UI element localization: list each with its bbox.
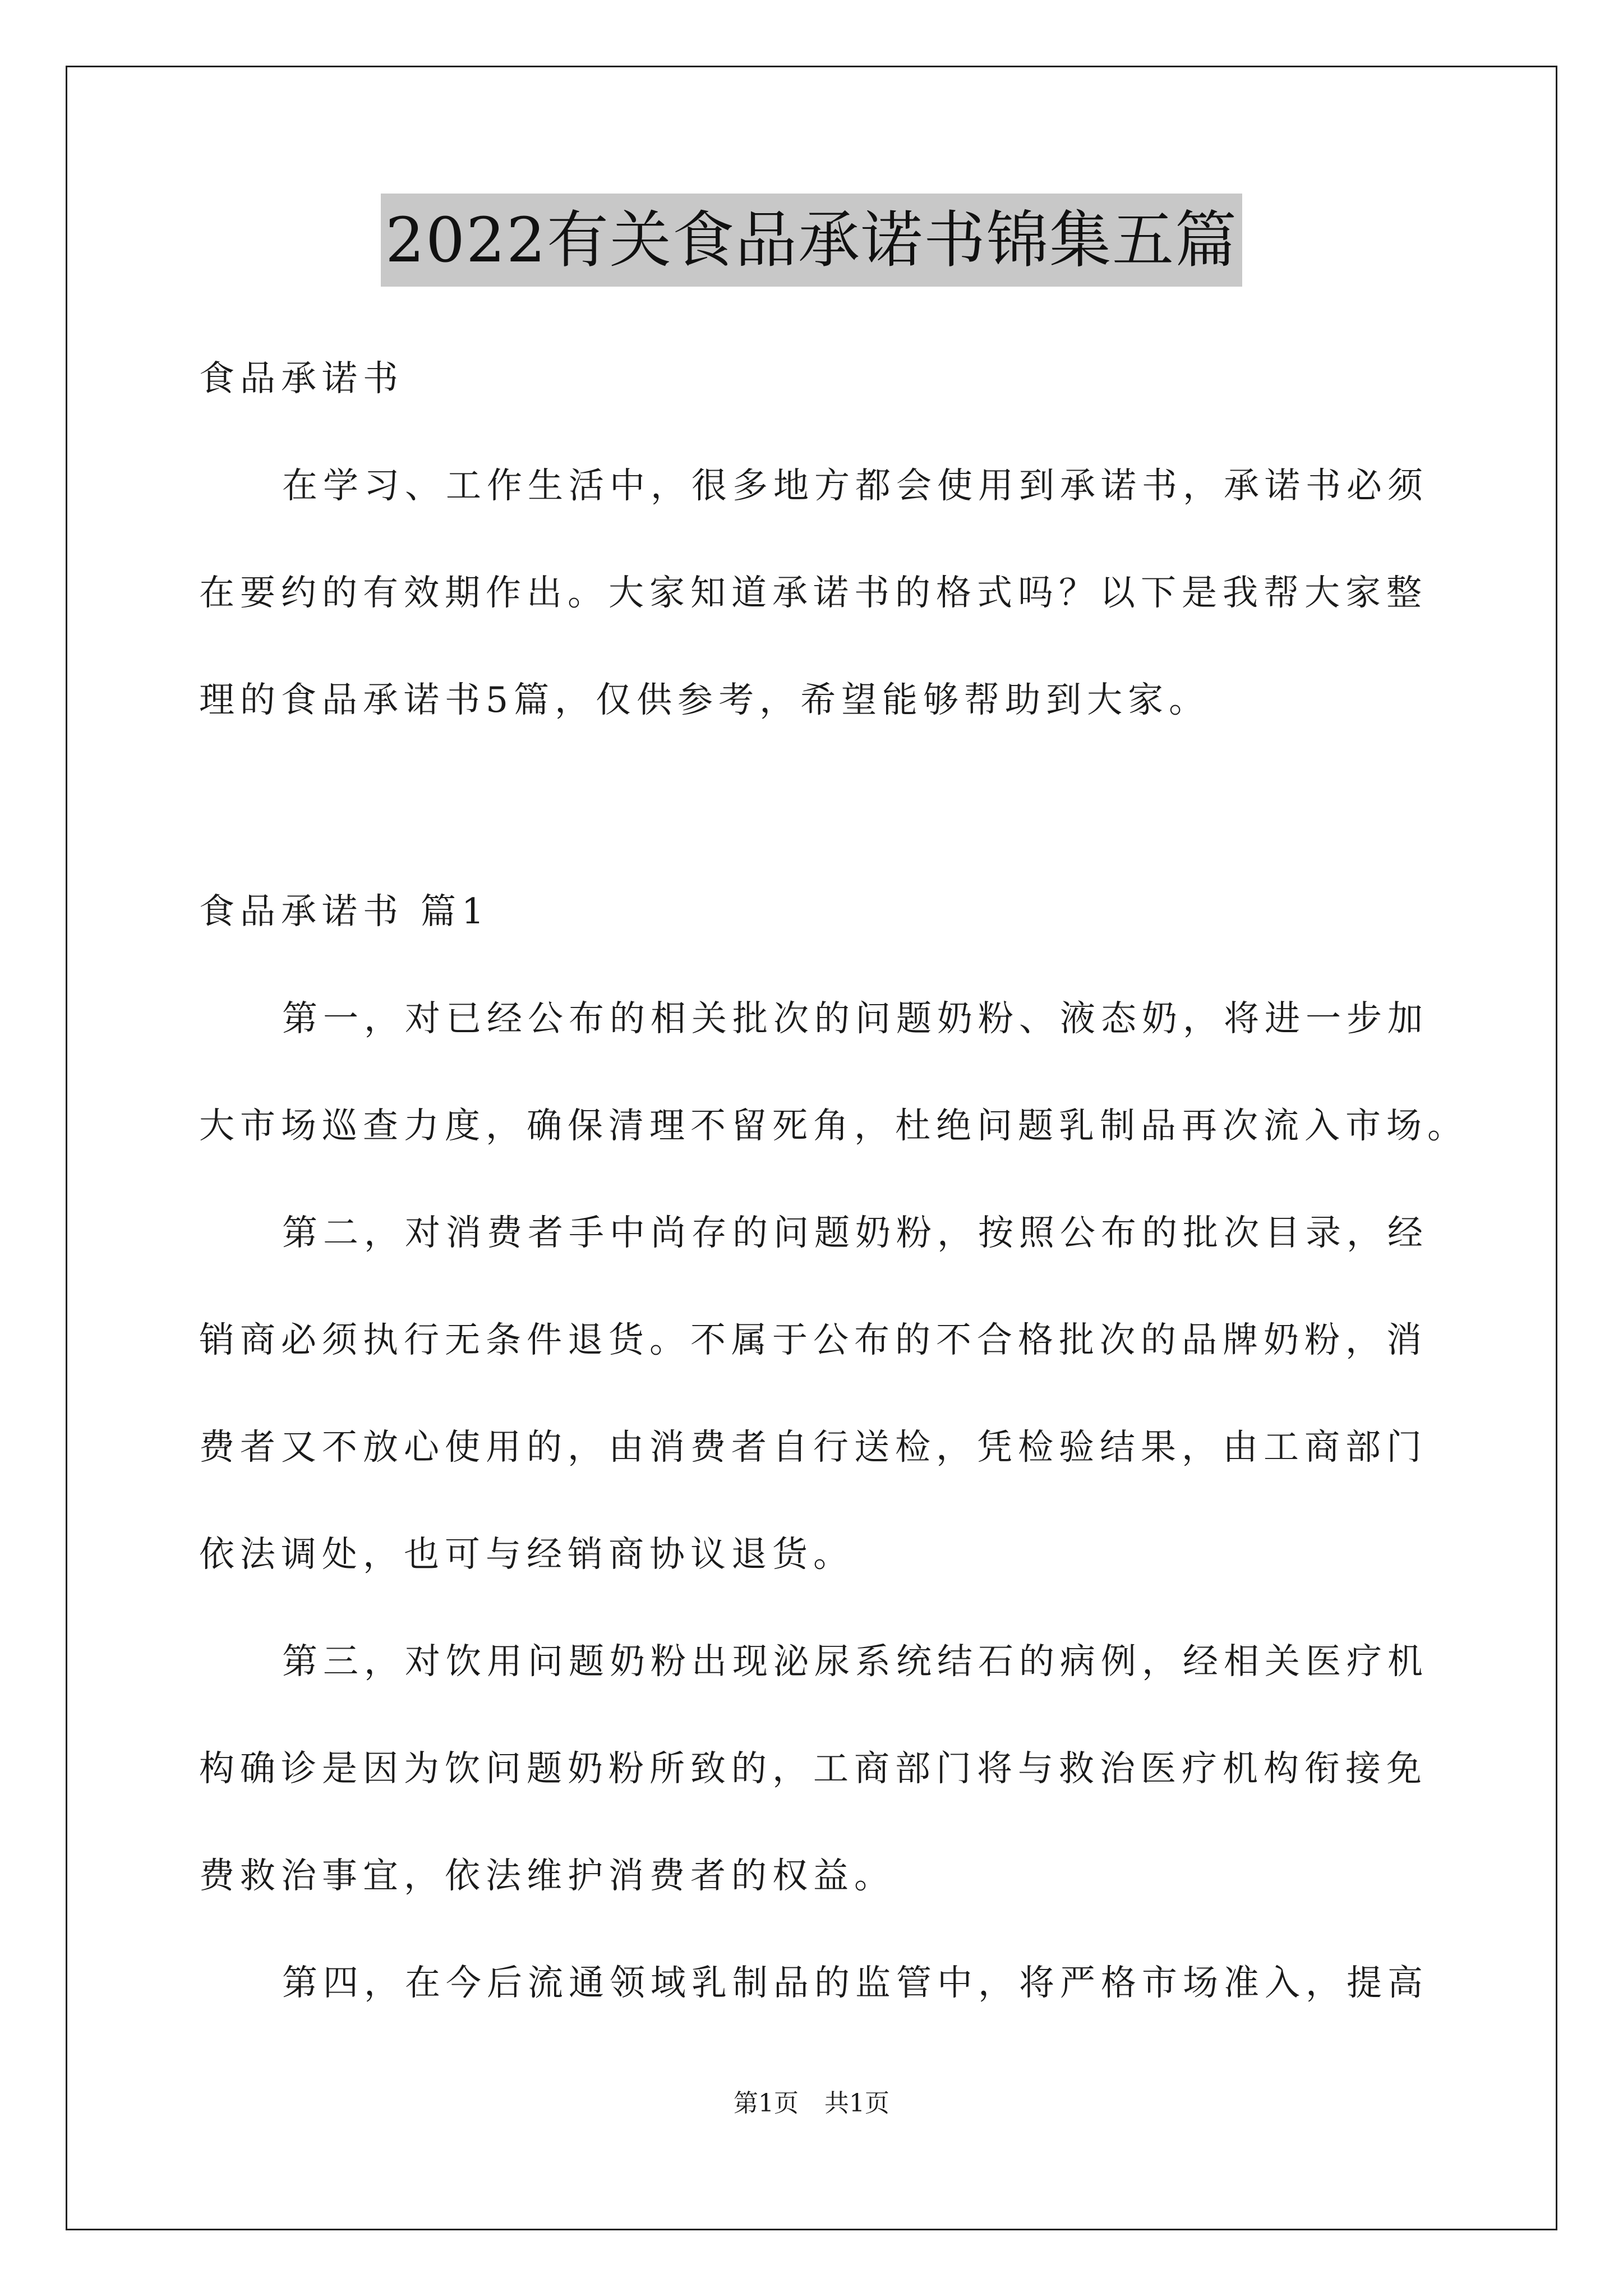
intro-heading: 食品承诺书 — [199, 358, 404, 399]
page-footer — [0, 2087, 1623, 2120]
paragraph-line: 大市场巡查力度，确保清理不留死角，杜绝问题乳制品再次流入市场。 — [199, 1105, 1468, 1146]
paragraph-line: 构确诊是因为饮问题奶粉所致的，工商部门将与救治医疗机构衔接免 — [199, 1748, 1427, 1789]
section-heading: 食品承诺书 篇1 — [199, 891, 490, 932]
intro-line: 在要约的有效期作出。大家知道承诺书的格式吗？以下是我帮大家整 — [199, 572, 1427, 613]
page-total: 共1页 — [824, 2089, 889, 2118]
paragraph-line: 第四，在今后流通领域乳制品的监管中，将严格市场准入，提高 — [282, 1962, 1428, 2003]
page-number: 第1页 — [734, 2089, 799, 2118]
paragraph-line: 销商必须执行无条件退货。不属于公布的不合格批次的品牌奶粉，消 — [199, 1319, 1427, 1360]
paragraph-line: 费救治事宜，依法维护消费者的权益。 — [199, 1855, 895, 1896]
document-title: 2022有关食品承诺书锦集五篇 — [381, 194, 1242, 287]
title-container — [0, 194, 1623, 287]
intro-line: 理的食品承诺书5篇，仅供参考，希望能够帮助到大家。 — [199, 679, 1210, 720]
paragraph-line: 费者又不放心使用的，由消费者自行送检，凭检验结果，由工商部门 — [199, 1427, 1427, 1467]
paragraph-line: 依法调处，也可与经销商协议退货。 — [199, 1534, 854, 1575]
paragraph-line: 第二，对消费者手中尚存的问题奶粉，按照公布的批次目录，经 — [282, 1212, 1428, 1253]
paragraph-line: 第三，对饮用问题奶粉出现泌尿系统结石的病例，经相关医疗机 — [282, 1641, 1428, 1682]
intro-line: 在学习、工作生活中，很多地方都会使用到承诺书，承诺书必须 — [282, 465, 1428, 506]
paragraph-line: 第一，对已经公布的相关批次的问题奶粉、液态奶，将进一步加 — [282, 998, 1428, 1039]
